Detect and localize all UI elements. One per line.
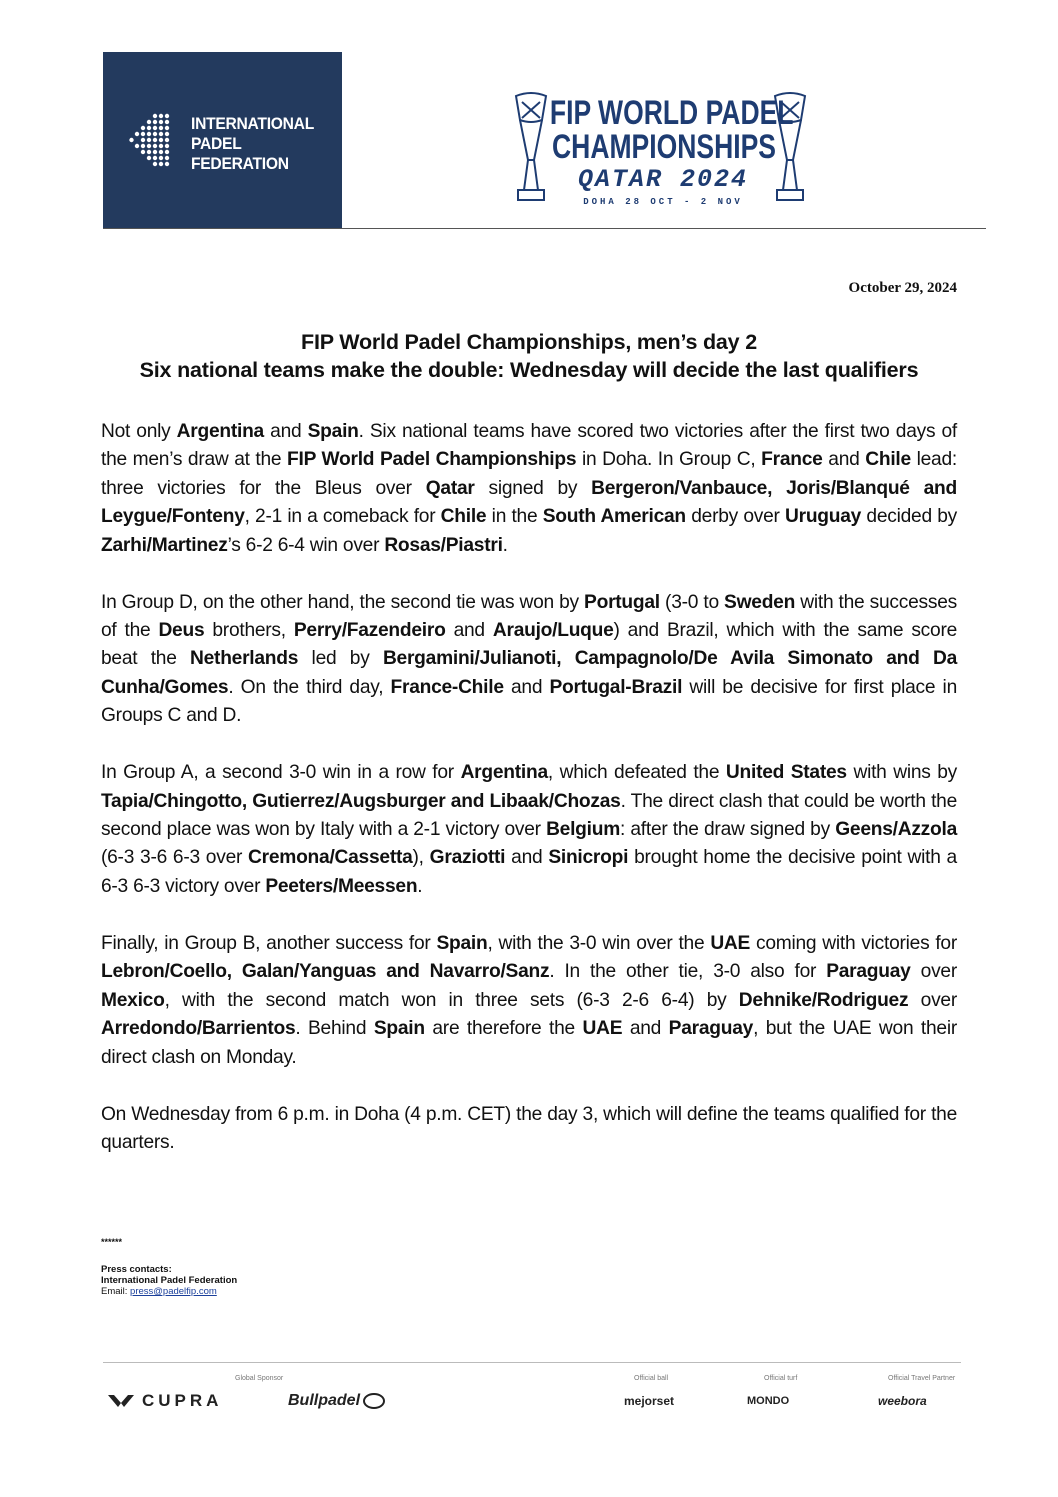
text-run: , with the second match won in three sets (6-3 2-6 6-4) by	[164, 989, 739, 1011]
text-run: and	[503, 676, 550, 698]
official-ball-label: Official ball	[634, 1375, 669, 1382]
global-sponsor-label: Global Sponsor	[235, 1375, 284, 1382]
text-run: brought home the decisive point with a 6-3 6-3 victory over	[101, 847, 957, 897]
text-run: are therefore the	[424, 1018, 583, 1040]
bold-run: Spain	[373, 1018, 425, 1040]
text-run: . Six national teams have scored two victories after the first two days of the men’s draw at the	[101, 421, 957, 471]
bold-run: Spain	[307, 421, 359, 442]
bold-run: Peeters/Meessen	[265, 875, 418, 897]
text-run: .	[417, 875, 423, 897]
championship-logo-line2: CHAMPIONSHIPS	[552, 128, 776, 166]
text-run: signed by	[474, 477, 592, 499]
bold-run: Netherlands	[190, 648, 299, 670]
paragraph	[101, 1101, 957, 1158]
text-run: and	[263, 421, 308, 442]
text-run: , with the 3-0 win over the	[487, 932, 711, 954]
bold-run: Bergamini/Julianoti, Campagnolo/De Avila Simonato and Da Cunha/Gomes	[101, 648, 957, 698]
bold-run: South American	[542, 506, 686, 528]
ipf-dots-icon	[129, 112, 173, 170]
text-run: ’s 6-2 6-4 win over	[227, 534, 385, 556]
email-label: Email:	[101, 1286, 131, 1297]
email-link[interactable]: press@padelfip.com	[130, 1286, 217, 1297]
text-run: .	[502, 534, 508, 556]
press-contacts	[101, 1264, 237, 1297]
bold-run: Cremona/Cassetta	[248, 847, 413, 869]
ipf-line-1: INTERNATIONAL	[191, 114, 314, 133]
article-body	[101, 418, 957, 1186]
ipf-wordmark	[191, 114, 314, 174]
paragraph	[101, 418, 957, 560]
text-run: In Group D, on the other hand, the second tie was won by	[101, 591, 585, 613]
mondo-wordmark: MONDO	[747, 1395, 790, 1407]
press-contacts-email-row	[101, 1286, 237, 1297]
text-run: . In the other tie, 3-0 also for	[549, 961, 827, 983]
official-travel-label: Official Travel Partner	[888, 1375, 956, 1382]
bold-run: FIP World Padel Championships	[287, 449, 577, 471]
text-run: over	[910, 961, 957, 983]
bold-run: Tapia/Chingotto, Gutierrez/Augsburger and Libaak/Chozas	[101, 790, 621, 812]
mondo-logo	[747, 1390, 819, 1412]
footer-divider	[103, 1362, 961, 1363]
text-run: . The direct clash that could be worth the second place was won by Italy with a 2-1 victory over	[101, 790, 957, 841]
bullpadel-logo	[288, 1390, 410, 1412]
bold-run: Qatar	[425, 477, 475, 499]
championship-logo	[508, 90, 813, 215]
bold-run: Chile	[440, 506, 487, 528]
text-run: led by	[298, 648, 383, 670]
bold-run: UAE	[710, 932, 751, 954]
cupra-emblem-icon	[108, 1393, 134, 1409]
text-run: will be decisive for first place in Groups C and D.	[101, 676, 957, 727]
text-run: , 2-1 in a comeback for	[244, 506, 441, 528]
separator: ******	[101, 1237, 123, 1247]
bold-run: Paraguay	[668, 1018, 754, 1040]
press-contacts-label: Press contacts:	[101, 1264, 172, 1275]
mejorset-wordmark: mejorset	[624, 1394, 675, 1408]
bold-run: Argentina	[460, 762, 548, 784]
bold-run: Geens/Azzola	[835, 819, 957, 841]
text-run: , which defeated the	[547, 762, 726, 784]
header-divider	[103, 228, 986, 229]
paragraph	[101, 589, 957, 731]
ipf-line-2: PADEL	[191, 134, 242, 153]
text-run: On Wednesday from 6 p.m. in Doha (4 p.m. CET) the day 3, which will define the teams qualified for the quarters.	[101, 1103, 957, 1153]
bold-run: Spain	[436, 932, 488, 954]
text-run: with the successes of the	[101, 591, 957, 642]
text-run: . Behind	[295, 1018, 374, 1040]
championship-logo-line3: QATAR 2024	[577, 165, 749, 194]
ipf-line-3: FEDERATION	[191, 154, 289, 173]
text-run: , but the UAE won their direct clash on Monday.	[101, 1018, 958, 1068]
bold-run: Dehnike/Rodriguez	[738, 989, 909, 1011]
bold-run: Bergeron/Vanbauce, Joris/Blanqué and Leygue/Fonteny	[101, 477, 957, 528]
paragraph	[101, 759, 957, 901]
bold-run: Portugal-Brazil	[549, 676, 683, 698]
text-run: and	[822, 449, 866, 471]
bold-run: France	[761, 449, 823, 471]
bold-run: Portugal	[584, 591, 660, 613]
text-run: in Doha. In Group C,	[576, 449, 762, 471]
bold-run: Sweden	[724, 591, 796, 613]
cupra-wordmark: CUPRA	[142, 1391, 223, 1410]
headline	[100, 328, 958, 384]
bold-run: Lebron/Coello, Galan/Yanguas and Navarro/Sanz	[101, 961, 550, 983]
bold-run: Graziotti	[429, 847, 506, 869]
text-run: and	[445, 620, 493, 642]
text-run: derby over	[685, 506, 785, 528]
text-run: ) and Brazil, which with the same score beat the	[101, 620, 958, 670]
text-run: and	[505, 847, 549, 869]
paragraph	[101, 930, 957, 1072]
bullpadel-emblem-icon	[362, 1392, 386, 1410]
text-run: brothers,	[204, 620, 294, 642]
text-run: Finally, in Group B, another success for	[101, 932, 437, 954]
bold-run: Uruguay	[785, 506, 862, 528]
text-run: (6-3 3-6 6-3 over	[101, 847, 249, 869]
text-run: Not only	[101, 421, 177, 442]
championship-logo-line1: FIP WORLD PADEL	[549, 94, 794, 132]
ipf-logo	[103, 52, 342, 229]
press-contacts-org: International Padel Federation	[101, 1275, 238, 1286]
text-run: lead: three victories for the Bleus over	[101, 449, 957, 499]
championship-logo-dates: DOHA 28 OCT - 2 NOV	[583, 197, 743, 207]
bullpadel-wordmark: Bullpadel	[288, 1392, 361, 1409]
text-run: In Group A, a second 3-0 win in a row for	[101, 762, 461, 784]
text-run: decided by	[861, 506, 957, 528]
bold-run: Chile	[865, 449, 911, 471]
bold-run: Arredondo/Barrientos	[101, 1018, 296, 1040]
bold-run: Mexico	[101, 989, 165, 1011]
bold-run: Rosas/Piastri	[384, 534, 503, 556]
bold-run: United States	[725, 762, 847, 784]
text-run: in the	[486, 506, 543, 528]
bold-run: Deus	[158, 620, 205, 642]
bold-run: Belgium	[546, 819, 621, 841]
text-run: (3-0 to	[659, 591, 725, 613]
bold-run: Argentina	[176, 421, 264, 442]
bold-run: Sinicropi	[548, 847, 629, 869]
headline-line-1: FIP World Padel Championships, men’s day 2	[301, 330, 757, 354]
text-run: . On the third day,	[228, 676, 391, 698]
bold-run: Paraguay	[826, 961, 911, 983]
weebora-logo	[878, 1390, 958, 1412]
bold-run: Perry/Fazendeiro	[293, 620, 446, 642]
text-run: over	[908, 989, 957, 1011]
weebora-wordmark: weebora	[878, 1394, 927, 1408]
bold-run: Zarhi/Martinez	[101, 534, 228, 556]
text-run: ),	[412, 847, 430, 869]
headline-line-2: Six national teams make the double: Wednesday will decide the last qualifiers	[139, 358, 919, 382]
official-turf-label: Official turf	[764, 1375, 798, 1382]
cupra-logo	[108, 1390, 253, 1412]
bold-run: UAE	[582, 1018, 623, 1040]
text-run: with wins by	[846, 762, 957, 784]
text-run: : after the draw signed by	[620, 819, 836, 841]
text-run: and	[622, 1018, 669, 1040]
bold-run: France-Chile	[390, 676, 504, 698]
text-run: coming with victories for	[750, 932, 957, 954]
mejorset-logo	[624, 1390, 686, 1412]
press-release-date: October 29, 2024	[848, 280, 957, 296]
bold-run: Araujo/Luque	[492, 620, 614, 642]
